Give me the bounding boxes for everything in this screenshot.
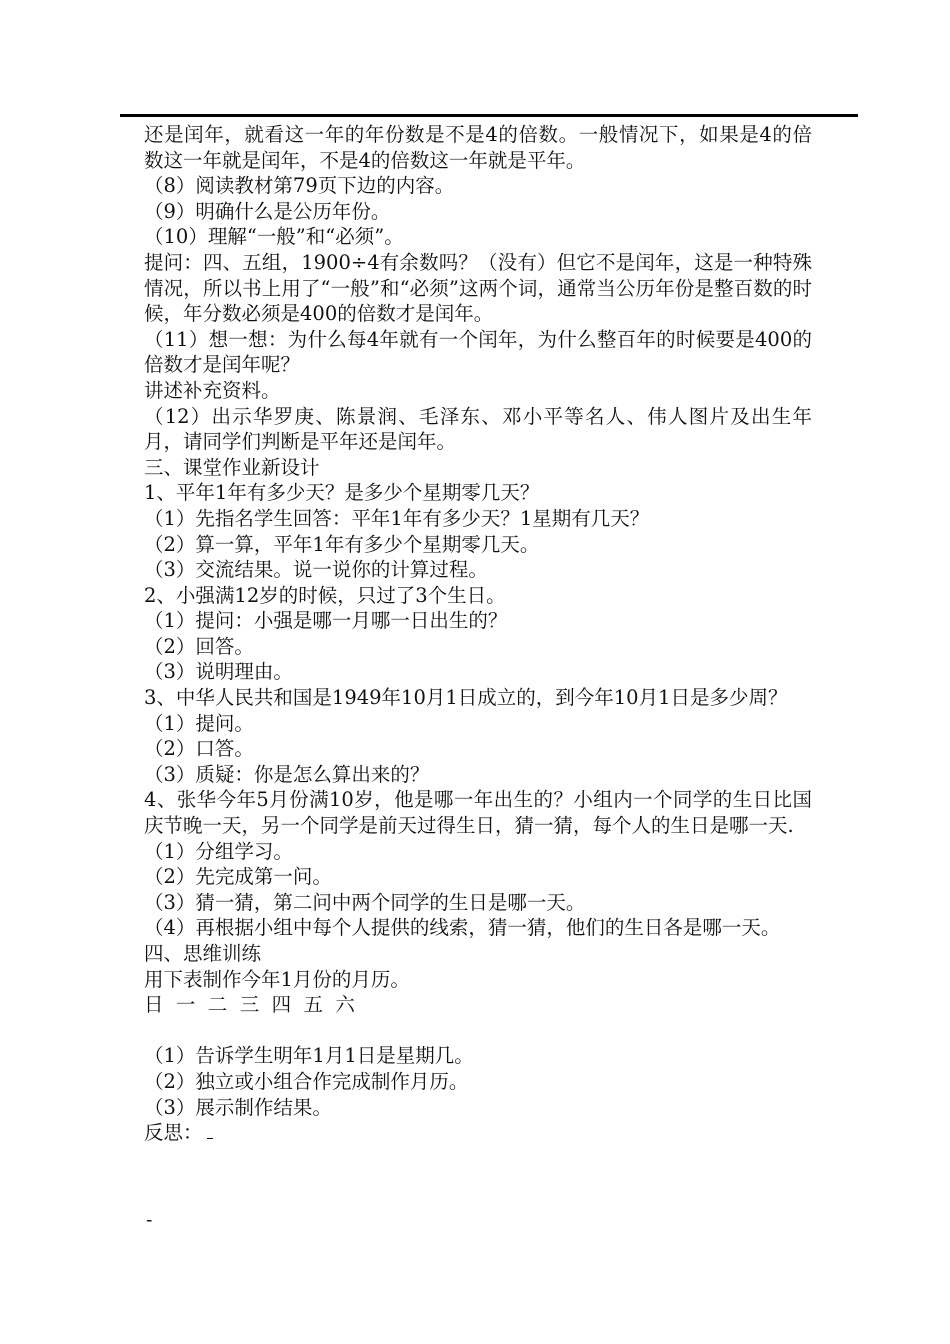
paragraph: （3）交流结果。说一说你的计算过程。 <box>144 558 488 582</box>
paragraph: （2）回答。 <box>144 634 254 658</box>
paragraph: （3）质疑：你是怎么算出来的？ <box>144 762 430 786</box>
paragraph: （1）分组学习。 <box>144 839 293 863</box>
paragraph: 还是闰年，就看这一年的年份数是不是4的倍数。一般情况下，如果是4的倍数这一年就是闰年，不是4的倍数这一年就是平年。 <box>144 123 812 172</box>
header-rule <box>120 114 858 117</box>
paragraph: （11）想一想：为什么每4年就有一个闰年，为什么整百年的时候要是400的倍数才是闰年呢？ <box>144 327 812 377</box>
paragraph: 提问：四、五组，1900÷4有余数吗？（没有）但它不是闰年，这是一种特殊情况，所以书上用了“一般”和“必须”这两个词，通常当公历年份是整百数的时候，年分数必须是400的倍数才是闰年。 <box>144 250 812 326</box>
paragraph: （10）理解“一般”和“必须”。 <box>144 225 404 249</box>
reflection-label: 反思： <box>144 1121 203 1145</box>
reflection-blank <box>207 1122 213 1139</box>
question: 3、中华人民共和国是1949年10月1日成立的，到今年10月1日是多少周？ <box>144 686 788 710</box>
question: 4、张华今年5月份满10岁，他是哪一年出生的？小组内一个同学的生日比国庆节晚一天，另一个同学是前天过得生日，猜一猜，每个人的生日是哪一天. <box>144 788 812 838</box>
paragraph: （1）先指名学生回答：平年1年有多少天？1星期有几天？ <box>144 506 650 530</box>
paragraph: （3）猜一猜，第二问中两个同学的生日是哪一天。 <box>144 890 586 914</box>
section-heading: 四、思维训练 <box>144 942 262 965</box>
paragraph: （1）提问：小强是哪一月哪一日出生的？ <box>144 609 508 633</box>
footer-mark: - <box>146 1209 153 1231</box>
paragraph: （8）阅读教材第79页下边的内容。 <box>144 174 455 198</box>
section-heading: 三、课堂作业新设计 <box>144 455 320 479</box>
paragraph: （2）先完成第一问。 <box>144 865 332 889</box>
paragraph: （2）算一算，平年1年有多少个星期零几天。 <box>144 532 540 556</box>
paragraph: 用下表制作今年1月份的月历。 <box>144 967 410 991</box>
paragraph: （12）出示华罗庚、陈景润、毛泽东、邓小平等名人、伟人图片及出生年月，请同学们判断是平年还是闰年。 <box>144 404 812 454</box>
paragraph: （1）告诉学生明年1月1日是星期几。 <box>144 1044 474 1068</box>
paragraph: （1）提问。 <box>144 711 254 735</box>
document-body <box>144 122 812 1146</box>
paragraph: （3）展示制作结果。 <box>144 1095 332 1119</box>
question: 1、平年1年有多少天？是多少个星期零几天？ <box>144 481 540 505</box>
paragraph: 讲述补充资料。 <box>144 378 281 402</box>
blank-line <box>144 1018 812 1044</box>
paragraph: （2）独立或小组合作完成制作月历。 <box>144 1069 469 1093</box>
paragraph: （4）再根据小组中每个人提供的线索，猜一猜，他们的生日各是哪一天。 <box>144 916 781 940</box>
paragraph: （2）口答。 <box>144 737 254 761</box>
weekday-header: 日 一 二 三 四 五 六 <box>144 993 355 1017</box>
paragraph: （3）说明理由。 <box>144 660 293 684</box>
reflection-line <box>144 1120 812 1146</box>
paragraph: （9）明确什么是公历年份。 <box>144 199 391 223</box>
question: 2、小强满12岁的时候，只过了3个生日。 <box>144 583 506 607</box>
